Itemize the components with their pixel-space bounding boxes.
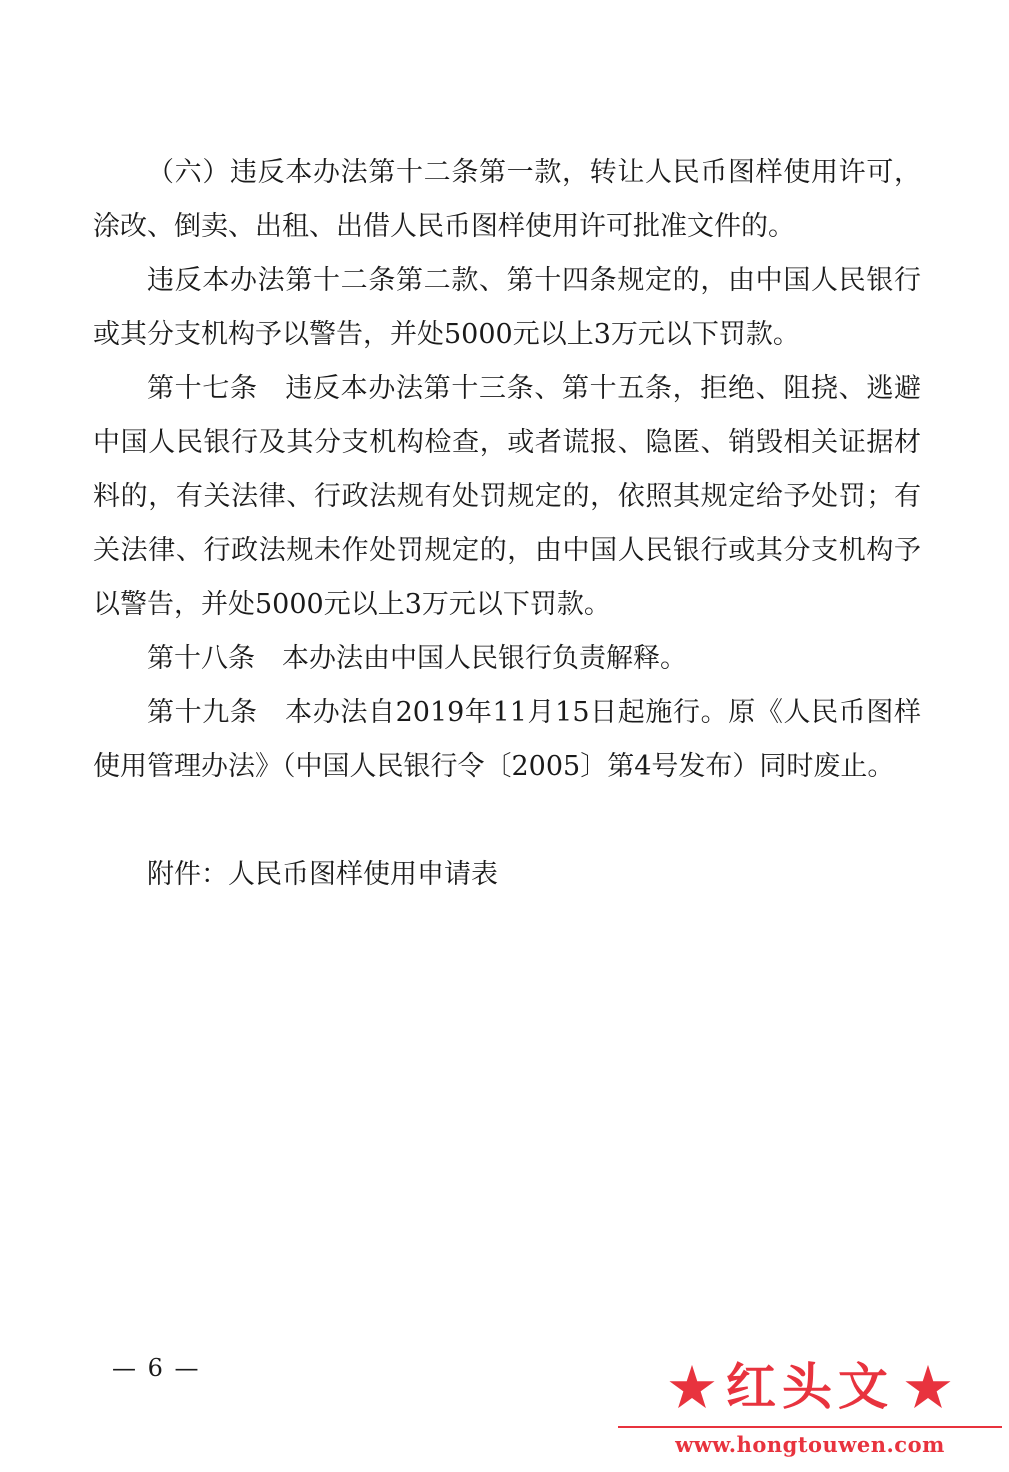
paragraph-article-19: 第十九条 本办法自2019年11月15日起施行。原《人民币图样使用管理办法》（中国人民银行令〔2005〕第4号发布）同时废止。 [93, 697, 921, 782]
document-body [93, 146, 921, 902]
star-icon [668, 1363, 716, 1411]
watermark [618, 1352, 1002, 1464]
attachment-line: 附件：人民币图样使用申请表 [147, 859, 498, 890]
page-number: — 6 — [112, 1354, 201, 1382]
paragraph-penalty-clause: 违反本办法第十二条第二款、第十四条规定的，由中国人民银行或其分支机构予以警告，并处5000元以上3万元以下罚款。 [93, 265, 921, 350]
watermark-title: 红头文 [726, 1357, 894, 1416]
star-icon [904, 1363, 952, 1411]
paragraph-item-6: （六）违反本办法第十二条第一款，转让人民币图样使用许可，涂改、倒卖、出租、出借人民币图样使用许可批准文件的。 [93, 157, 921, 242]
paragraph-article-17: 第十七条 违反本办法第十三条、第十五条，拒绝、阻挠、逃避中国人民银行及其分支机构检查，或者谎报、隐匿、销毁相关证据材料的，有关法律、行政法规有处罚规定的，依照其规定给予处罚；有关法律、行政法规未作处罚规定的，由中国人民银行或其分支机构予以警告，并处5000元以上3万元以下罚款。 [93, 373, 921, 620]
watermark-divider [618, 1426, 1002, 1428]
watermark-url: www.hongtouwen.com [675, 1432, 945, 1457]
paragraph-article-18: 第十八条 本办法由中国人民银行负责解释。 [147, 643, 687, 674]
